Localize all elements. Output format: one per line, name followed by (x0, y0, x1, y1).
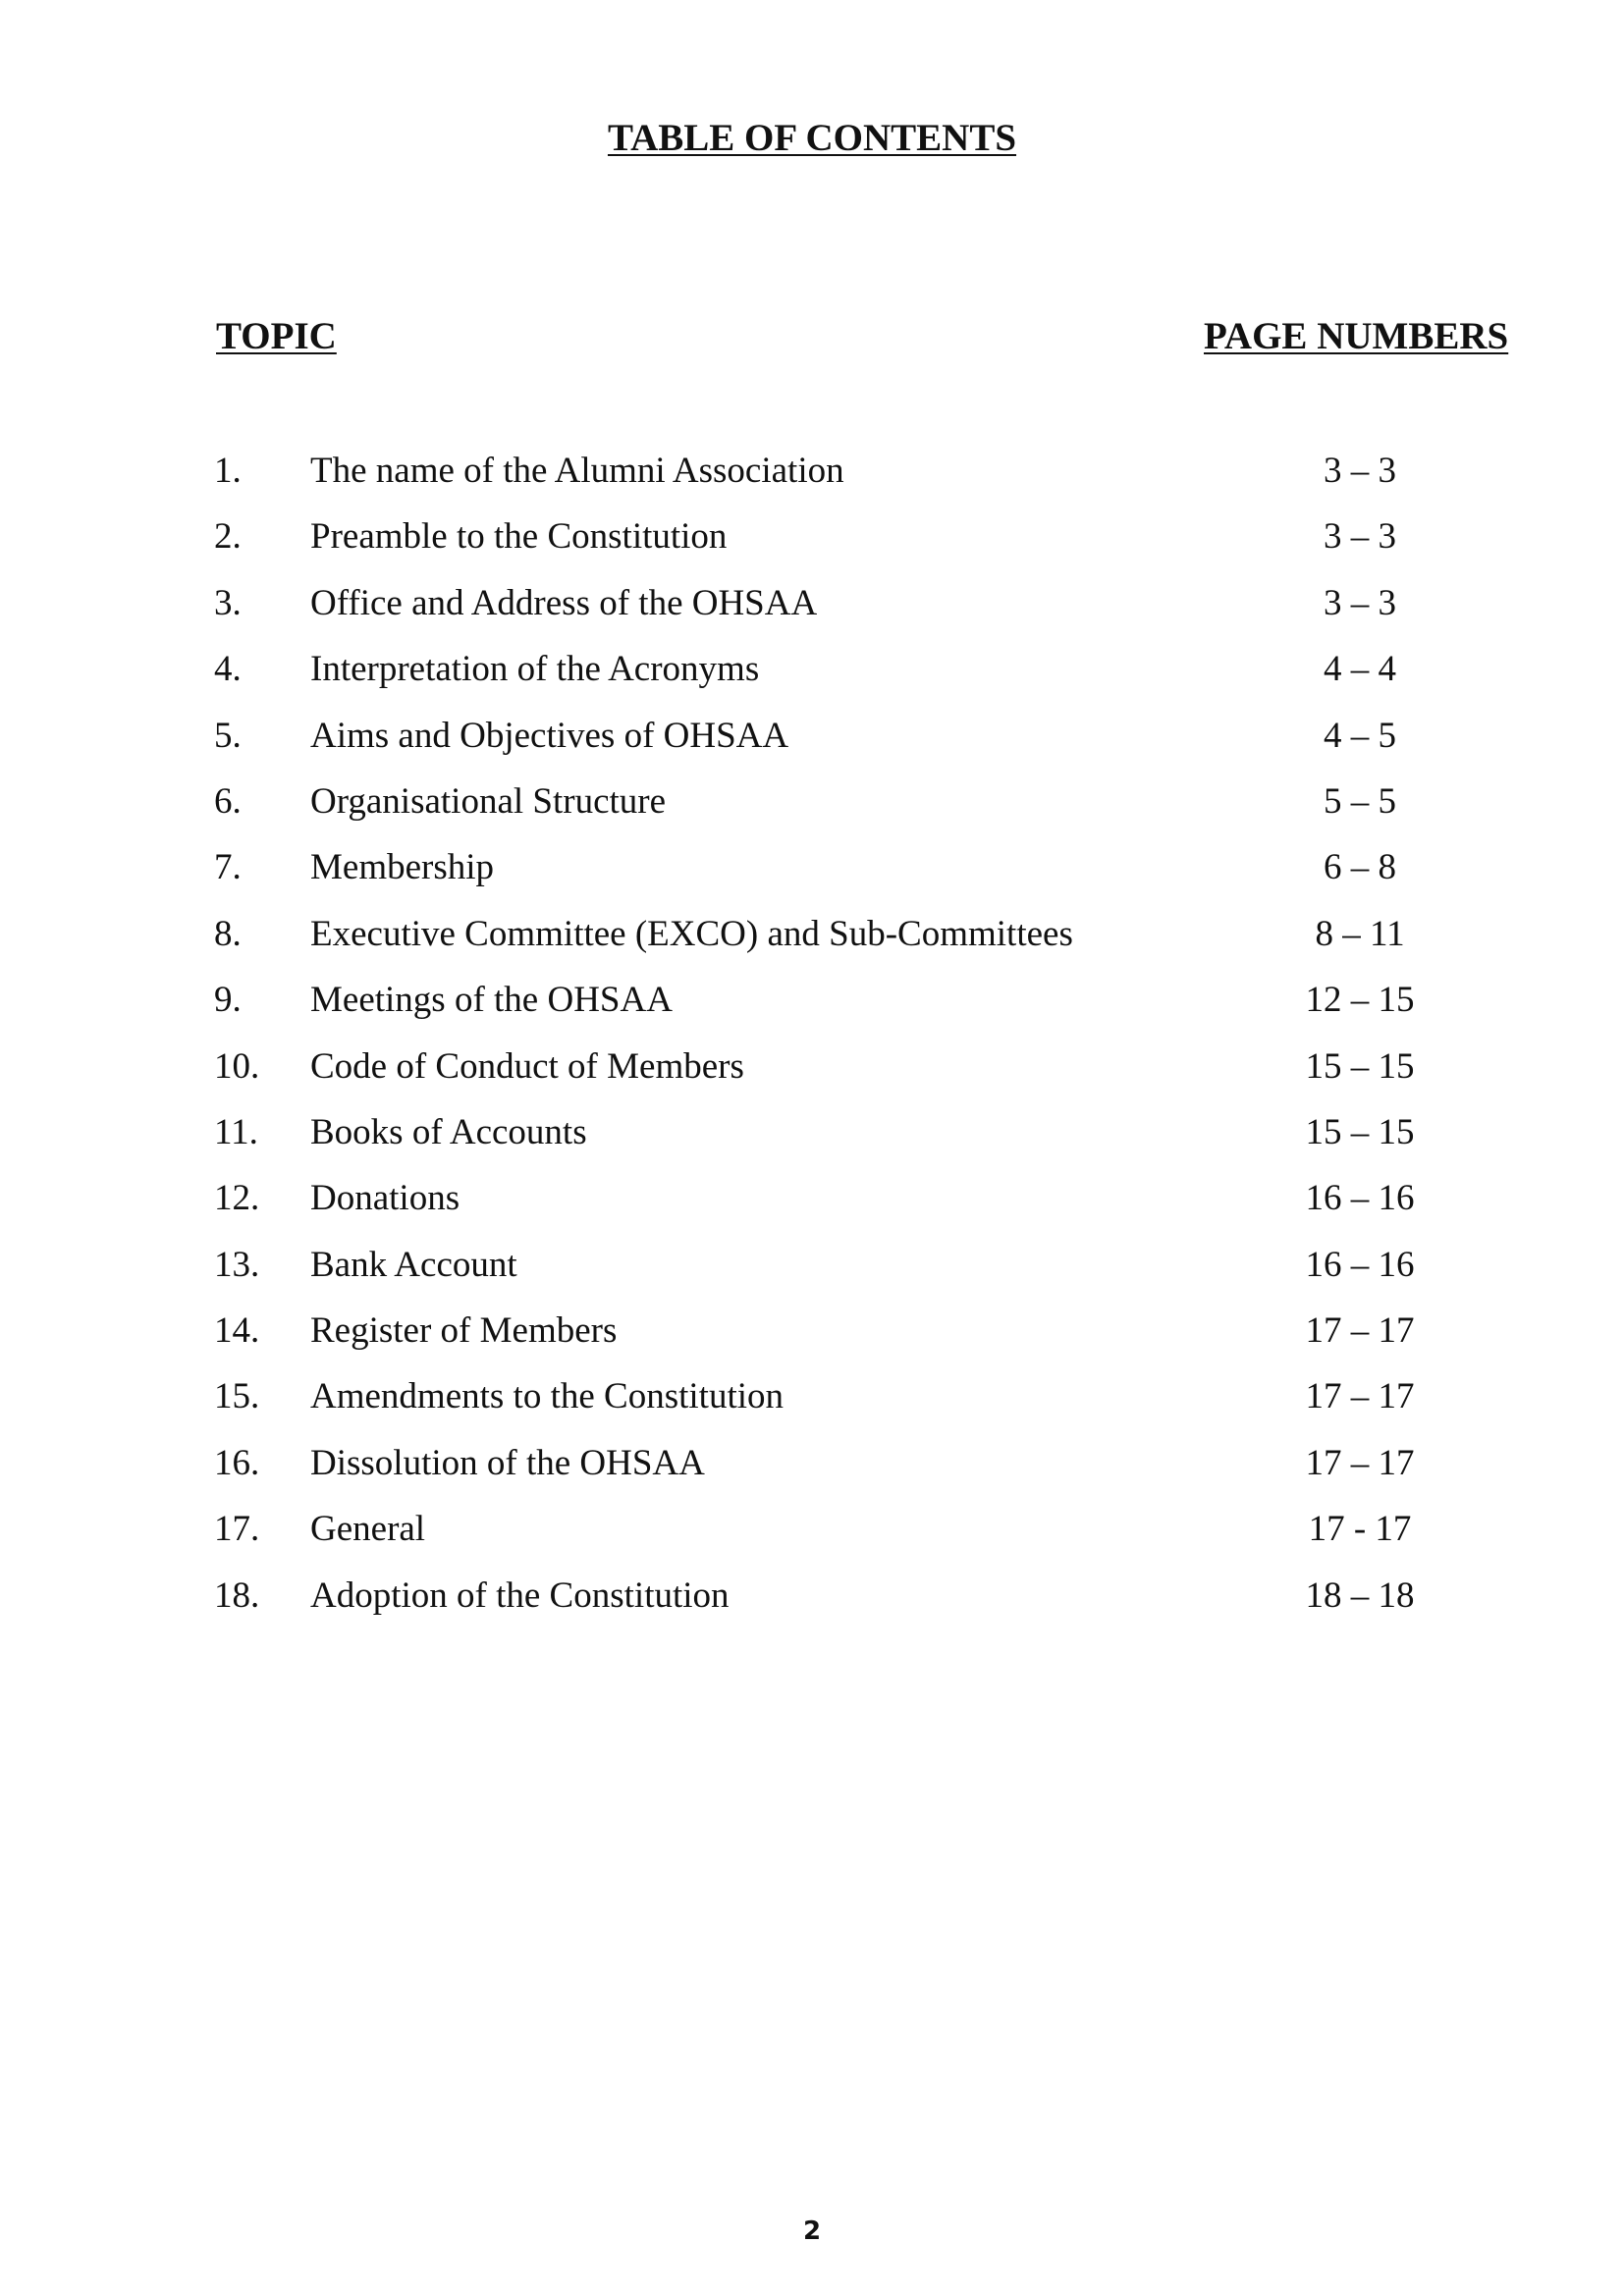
toc-entry: 6. Organisational Structure 5 – 5 (0, 777, 1624, 843)
toc-entry: 18. Adoption of the Constitution 18 – 18 (0, 1572, 1624, 1637)
toc-entry-number: 11. (214, 1111, 258, 1152)
toc-entry-number: 8. (214, 913, 242, 954)
toc-entry-number: 7. (214, 847, 242, 888)
toc-entry-number: 6. (214, 780, 242, 822)
toc-entry-topic: Code of Conduct of Members (310, 1045, 744, 1087)
toc-entry: 9. Meetings of the OHSAA 12 – 15 (0, 976, 1624, 1041)
toc-entry-number: 3. (214, 582, 242, 623)
toc-entry-number: 12. (214, 1178, 260, 1219)
toc-entry: 12. Donations 16 – 16 (0, 1174, 1624, 1240)
toc-entry: 16. Dissolution of the OHSAA 17 – 17 (0, 1439, 1624, 1505)
toc-entry: 4. Interpretation of the Acronyms 4 – 4 (0, 645, 1624, 711)
toc-entry-number: 9. (214, 980, 242, 1021)
toc-entry: 14. Register of Members 17 – 17 (0, 1307, 1624, 1372)
toc-entry-topic: Meetings of the OHSAA (310, 980, 673, 1021)
toc-entry-topic: Office and Address of the OHSAA (310, 582, 818, 623)
toc-entry-number: 10. (214, 1045, 260, 1087)
toc-entry-topic: General (310, 1509, 426, 1550)
toc-entry-topic: Aims and Objectives of OHSAA (310, 715, 789, 756)
toc-entry-number: 14. (214, 1310, 260, 1352)
toc-entry-number: 13. (214, 1244, 260, 1285)
document-title: TABLE OF CONTENTS (607, 117, 1017, 159)
toc-entry: 5. Aims and Objectives of OHSAA 4 – 5 (0, 712, 1624, 777)
toc-entry-number: 18. (214, 1575, 260, 1616)
toc-entry-number: 5. (214, 715, 242, 756)
toc-entry-topic: Amendments to the Constitution (310, 1376, 785, 1417)
page-numbers-column-header: PAGE NUMBERS (1204, 315, 1509, 357)
toc-entry-topic: Preamble to the Constitution (310, 516, 728, 558)
toc-entry: 8. Executive Committee (EXCO) and Sub-Committees 8 – 11 (0, 910, 1624, 976)
toc-entry-topic: Bank Account (310, 1244, 517, 1285)
toc-entry-topic: Books of Accounts (310, 1111, 587, 1152)
toc-entry-number: 2. (214, 516, 242, 558)
toc-entry: 1. The name of the Alumni Association 3 – 3 (0, 447, 1624, 512)
footer-page-number: 2 (802, 2216, 822, 2246)
toc-entry: 7. Membership 6 – 8 (0, 843, 1624, 909)
toc-entry: 3. Office and Address of the OHSAA 3 – 3 (0, 579, 1624, 645)
toc-entry-topic: Organisational Structure (310, 780, 667, 822)
toc-entry: 17. General 17 - 17 (0, 1505, 1624, 1571)
toc-entry-topic: Register of Members (310, 1310, 618, 1352)
toc-entry-number: 17. (214, 1509, 260, 1550)
toc-entry-topic: Adoption of the Constitution (310, 1575, 730, 1616)
topic-column-header: TOPIC (216, 315, 337, 357)
toc-entry-number: 16. (214, 1442, 260, 1483)
toc-entry: 15. Amendments to the Constitution 17 – 17 (0, 1372, 1624, 1438)
toc-entry-topic: Interpretation of the Acronyms (310, 649, 760, 690)
toc-entry: 2. Preamble to the Constitution 3 – 3 (0, 512, 1624, 578)
toc-entry-number: 4. (214, 649, 242, 690)
toc-entry: 13. Bank Account 16 – 16 (0, 1241, 1624, 1307)
toc-entry-topic: Executive Committee (EXCO) and Sub-Committees (310, 913, 1073, 954)
toc-entry-topic: The name of the Alumni Association (310, 451, 844, 491)
toc-entry-number: 15. (214, 1376, 260, 1417)
toc-entry: 10. Code of Conduct of Members 15 – 15 (0, 1042, 1624, 1108)
toc-entry: 11. Books of Accounts 15 – 15 (0, 1108, 1624, 1174)
toc-entry-topic: Dissolution of the OHSAA (310, 1442, 705, 1483)
toc-entry-topic: Donations (310, 1178, 460, 1219)
toc-list (0, 447, 1624, 1637)
toc-entry-number: 1. (214, 451, 242, 491)
toc-entry-topic: Membership (310, 847, 495, 888)
